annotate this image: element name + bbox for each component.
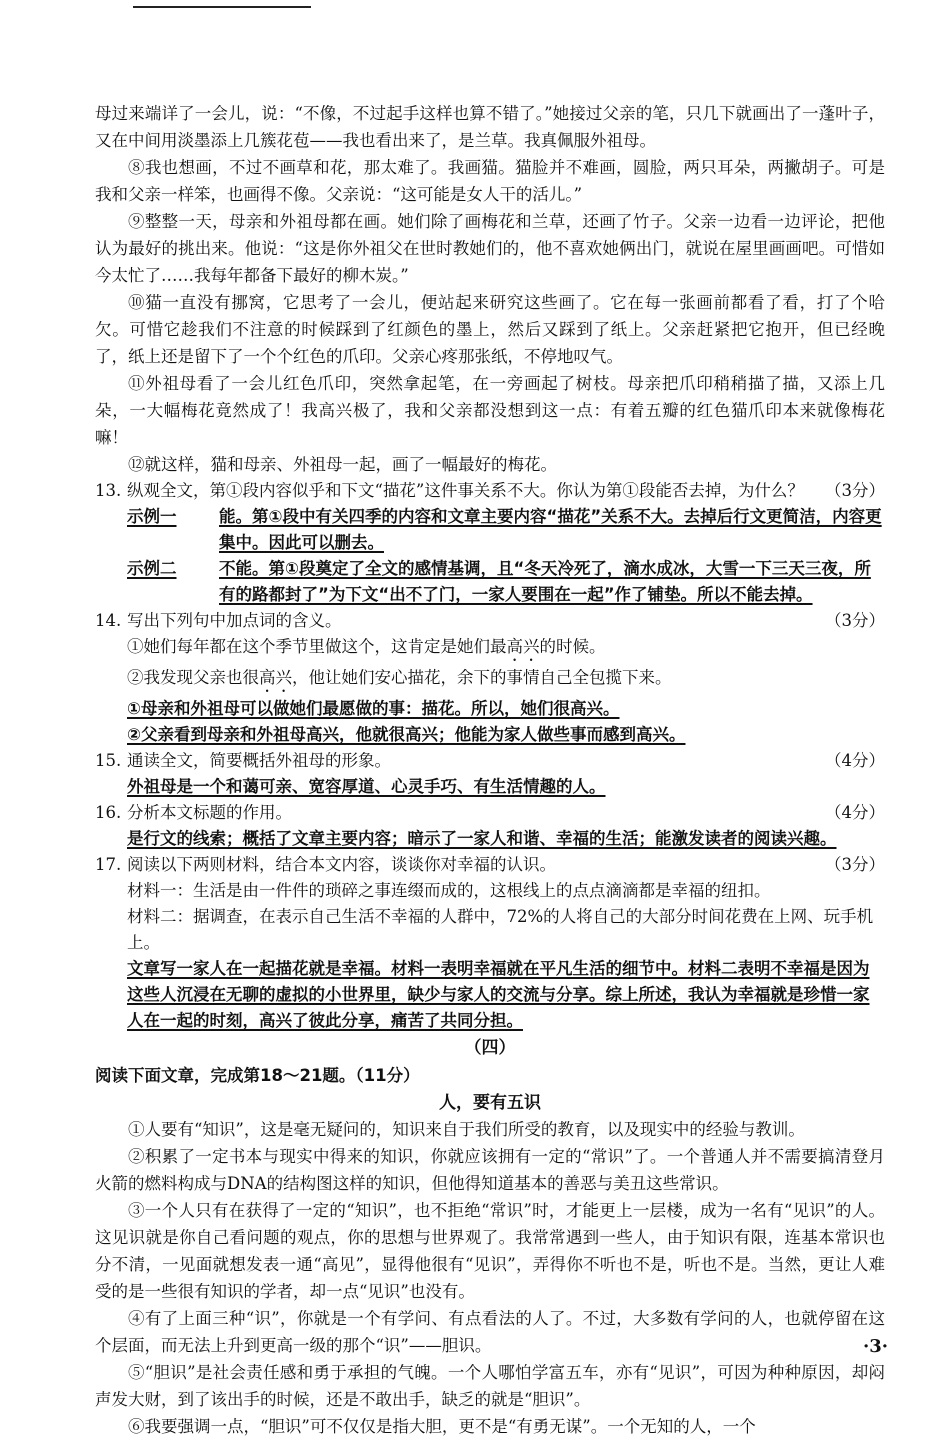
question-16 [95,800,885,826]
article-paragraph-5: ⑤“胆识”是社会责任感和勇于承担的气魄。一个人哪怕学富五车，亦有“见识”，可因为种种原因，却闷声发大财，到了该出手的时候，还是不敢出手，缺乏的就是“胆识”。 [95,1363,885,1409]
material-2: 材料二：据调查，在表示自己生活不幸福的人群中，72%的人将自己的大部分时间花费在上网、玩手机上。 [127,907,874,952]
answer-14-1: ①母亲和外祖母可以做她们最愿做的事：描花。所以，她们很高兴。 [127,699,620,718]
question-number: 15. [95,751,122,770]
page-number: ·3· [862,1336,888,1357]
story-paragraph-10: ⑩猫一直没有挪窝，它思考了一会儿，便站起来研究这些画了。它在每一张画前都看了看，打了个哈欠。可惜它趁我们不注意的时候踩到了红颜色的墨上，然后又踩到了纸上。父亲赶紧把它抱开，但已经晚了，纸上还是留下了一个个红色的爪印。父亲心疼那张纸，不停地叹气。 [95,293,885,366]
question-points: （3分） [825,481,885,500]
answer-15: 外祖母是一个和蔼可亲、宽容厚道、心灵手巧、有生活情趣的人。 [127,777,606,796]
article-paragraph-6: ⑥我要强调一点，“胆识”可不仅仅是指大胆，更不是“有勇无谋”。一个无知的人，一个 [128,1417,756,1436]
article-title: 人，要有五识 [439,1093,541,1113]
story-paragraph-12: ⑫就这样，猫和母亲、外祖母一起，画了一幅最好的梅花。 [128,455,557,474]
sentence-1-pre: ①她们每年都在这个季节里做这个，这肯定是她们最 [127,637,507,656]
sentence-2-pre: ②我发现父亲也很 [127,668,259,687]
example-label: 示例一 [127,507,177,526]
material-1: 材料一：生活是由一件件的琐碎之事连缀而成的，这根线上的点点滴滴都是幸福的纽扣。 [127,881,771,900]
question-17 [95,852,885,878]
article-paragraph-4: ④有了上面三种“识”，你就是一个有学问、有点看法的人了。不过，大多数有学问的人，也就停留在这个层面，而无法上升到更高一级的那个“识”——胆识。 [95,1309,885,1355]
story-paragraph-9: ⑨整整一天，母亲和外祖母都在画。她们除了画梅花和兰草，还画了竹子。父亲一边看一边评论，把他认为最好的挑出来。他说：“这是你外祖父在世时教她们的，他不喜欢她俩出门，就说在屋里画画吧。可惜如今太忙了……我每年都备下最好的柳木炭。” [95,212,885,285]
header-rule [133,6,311,8]
answer-17: 文章写一家人在一起描花就是幸福。材料一表明幸福就在平凡生活的细节中。材料二表明不幸福是因为这些人沉浸在无聊的虚拟的小世界里，缺少与家人的交流与分享。综上所述，我认为幸福就是珍惜一家人在一起的时刻，高兴了彼此分享，痛苦了共同分担。 [127,959,870,1030]
story-paragraph-8: ⑧我也想画，不过不画草和花，那太难了。我画猫。猫脸并不难画，圆脸，两只耳朵，两撇胡子。可是我和父亲一样笨，也画得不像。父亲说：“这可能是女人干的活儿。” [95,158,885,204]
dotted-word: 高兴 [506,637,540,656]
sentence-1 [127,634,885,665]
article-paragraph-2: ②积累了一定书本与现实中得来的知识，你就应该拥有一定的“常识”了。一个普通人并不需要搞清登月火箭的燃料构成与DNA的结构图这样的知识，但他得知道基本的善恶与美丑这些常识。 [95,1147,885,1193]
example-text: 能。第①段中有关四季的内容和文章主要内容“描花”关系不大。去掉后行文更简洁，内容更集中。因此可以删去。 [219,507,882,552]
article-paragraph-1: ①人要有“知识”，这是毫无疑问的，知识来自于我们所受的教育，以及现实中的经验与教训。 [128,1120,805,1139]
answer-16: 是行文的线索；概括了文章主要内容；暗示了一家人和谐、幸福的生活；能激发读者的阅读兴趣。 [127,829,837,848]
answer-example-1 [127,504,885,556]
question-number: 17. [95,855,122,874]
question-text: 纵观全文，第①段内容似乎和下文“描花”这件事关系不大。你认为第①段能否去掉，为什么？ [127,481,804,500]
question-text: 通读全文，简要概括外祖母的形象。 [127,751,391,770]
question-text: 写出下列句中加点词的含义。 [127,611,342,630]
question-15 [95,748,885,774]
question-points: （3分） [825,611,885,630]
question-text: 阅读以下两则材料，结合本文内容，谈谈你对幸福的认识。 [127,855,556,874]
sentence-2-post: ，他让她们安心描花，余下的事情自己全包揽下来。 [292,668,672,687]
question-number: 14. [95,611,122,630]
sentence-2 [127,665,885,696]
dotted-word: 高兴 [259,668,292,687]
question-text: 分析本文标题的作用。 [127,803,292,822]
article-paragraph-3: ③一个人只有在获得了一定的“知识”，也不拒绝“常识”时，才能更上一层楼，成为一名有“见识”的人。这见识就是你自己看问题的观点，你的思想与世界观了。我常常遇到一些人，由于知识有限，连基本常识也分不清，一见面就想发表一通“高见”，显得他很有“见识”，弄得你不听也不是，听也不是。当然，更让人难受的是一些很有知识的学者，却一点“见识”也没有。 [95,1201,885,1301]
example-text: 不能。第①段奠定了全文的感情基调，且“冬天冷死了，滴水成冰，大雪一下三天三夜，所有的路都封了”为下文“出不了门，一家人要围在一起”作了铺垫。所以不能去掉。 [219,559,871,604]
exam-page [95,100,885,1440]
question-number: 16. [95,803,122,822]
example-label: 示例二 [127,559,177,578]
sentence-1-post: 的时候。 [539,637,606,656]
question-points: （4分） [825,803,885,822]
story-paragraph-11: ⑪外祖母看了一会儿红色爪印，突然拿起笔，在一旁画起了树枝。母亲把爪印稍稍描了描，又添上几朵，一大幅梅花竟然成了！我高兴极了，我和父亲都没想到这一点：有着五瓣的红色猫爪印本来就像梅花嘛！ [95,374,885,447]
question-14 [95,608,885,634]
answer-14-2: ②父亲看到母亲和外祖母高兴，他就很高兴；他能为家人做些事而感到高兴。 [127,725,686,744]
question-13 [95,478,885,504]
question-points: （3分） [825,855,885,874]
section-heading: （四） [464,1038,516,1058]
story-paragraph-7-cont: 母过来端详了一会儿，说：“不像，不过起手这样也算不错了。”她接过父亲的笔，只几下就画出了一蓬叶子，又在中间用淡墨添上几簇花苞——我也看出来了，是兰草。我真佩服外祖母。 [95,104,885,150]
question-number: 13. [95,481,122,500]
question-points: （4分） [825,751,885,770]
answer-example-2 [127,556,885,608]
section-instruction: 阅读下面文章，完成第18～21题。（11分） [95,1066,420,1085]
